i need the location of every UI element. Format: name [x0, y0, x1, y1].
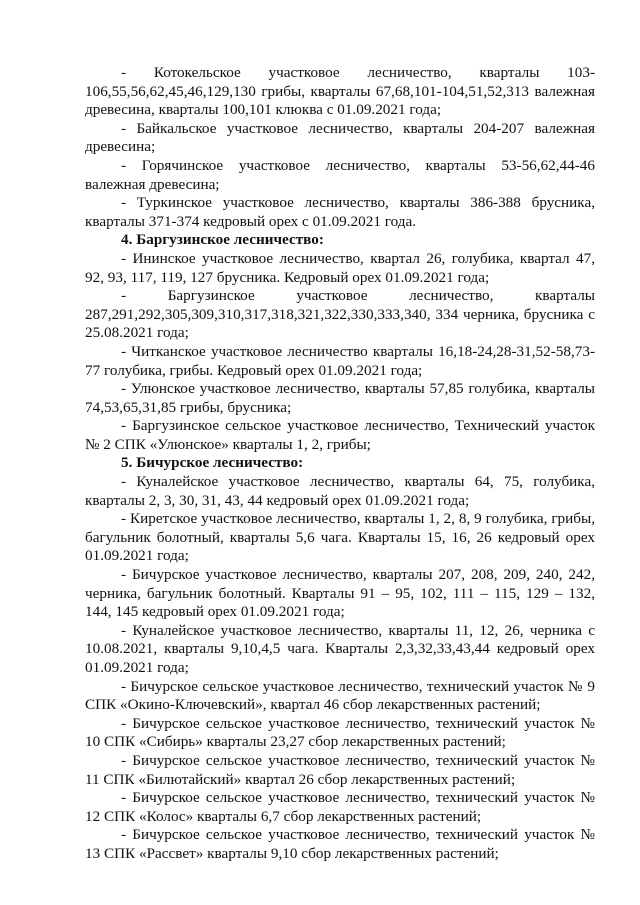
paragraph: - Бичурское сельское участковое лесничество, технический участок № 10 СПК «Сибирь» кварталы 23,27 сбор лекарственных растений; — [85, 714, 595, 751]
paragraph: - Куналейское участковое лесничество, кварталы 11, 12, 26, черника с 10.08.2021, кварталы 9,10,4,5 чага. Кварталы 2,3,32,33,43,44 кедровый орех 01.09.2021 года; — [85, 621, 595, 676]
document-page — [85, 64, 595, 864]
paragraph: - Бичурское сельское участковое лесничество, технический участок № 11 СПК «Билютайский» квартал 26 сбор лекарственных растений; — [85, 751, 595, 788]
paragraph: - Бичурское сельское участковое лесничество, технический участок № 12 СПК «Колос» кварталы 6,7 сбор лекарственных растений; — [85, 789, 595, 825]
paragraph: - Бичурское участковое лесничество, кварталы 207, 208, 209, 240, 242, черника, багульник болотный. Кварталы 91 – 95, 102, 111 – 115, 129 – 132, 144, 145 кедровый орех 01.09.2021 года; — [85, 566, 595, 621]
paragraph: - Горячинское участковое лесничество, кварталы 53-56,62,44-46 валежная древесина; — [85, 156, 595, 193]
paragraph: - Котокельское участковое лесничество, кварталы 103-106,55,56,62,45,46,129,130 грибы, кварталы 67,68,101-104,51,52,313 валежная древесина, кварталы 100,101 клюква с 01.09.2021 года; — [85, 64, 595, 119]
section-heading: 5. Бичурское лесничество: — [121, 454, 304, 472]
paragraph: - Киретское участковое лесничество, кварталы 1, 2, 8, 9 голубика, грибы, багульник болотный, кварталы 5,6 чага. Кварталы 15, 16, 26 кедровый орех 01.09.2021 года; — [85, 510, 595, 565]
paragraph: - Байкальское участковое лесничество, кварталы 204-207 валежная древесина; — [85, 119, 595, 156]
paragraph: - Ининское участковое лесничество, квартал 26, голубика, квартал 47, 92, 93, 117, 119, 127 брусника. Кедровый орех 01.09.2021 года; — [85, 249, 595, 286]
paragraph: - Баргузинское сельское участковое лесничество, Технический участок № 2 СПК «Улюнское» кварталы 1, 2, грибы; — [85, 417, 595, 453]
section-heading: 4. Баргузинское лесничество: — [121, 231, 324, 249]
paragraph: - Баргузинское участковое лесничество, кварталы 287,291,292,305,309,310,317,318,321,322,330,333,340, 334 черника, брусника с 25.08.2021 года; — [85, 287, 595, 342]
paragraph: - Улюнское участковое лесничество, кварталы 57,85 голубика, кварталы 74,53,65,31,85 грибы, брусника; — [85, 380, 595, 416]
paragraph: - Бичурское сельское участковое лесничество, технический участок № 9 СПК «Окино-Ключевский», квартал 46 сбор лекарственных растений; — [85, 677, 595, 714]
paragraph: - Бичурское сельское участковое лесничество, технический участок № 13 СПК «Рассвет» кварталы 9,10 сбор лекарственных растений; — [85, 826, 595, 862]
paragraph: - Читканское участковое лесничество кварталы 16,18-24,28-31,52-58,73-77 голубика, грибы. Кедровый орех 01.09.2021 года; — [85, 342, 595, 379]
paragraph: - Туркинское участковое лесничество, кварталы 386-388 брусника, кварталы 371-374 кедровый орех с 01.09.2021 года. — [85, 194, 595, 230]
paragraph: - Куналейское участковое лесничество, кварталы 64, 75, голубика, кварталы 2, 3, 30, 31, 43, 44 кедровый орех 01.09.2021 года; — [85, 473, 595, 509]
